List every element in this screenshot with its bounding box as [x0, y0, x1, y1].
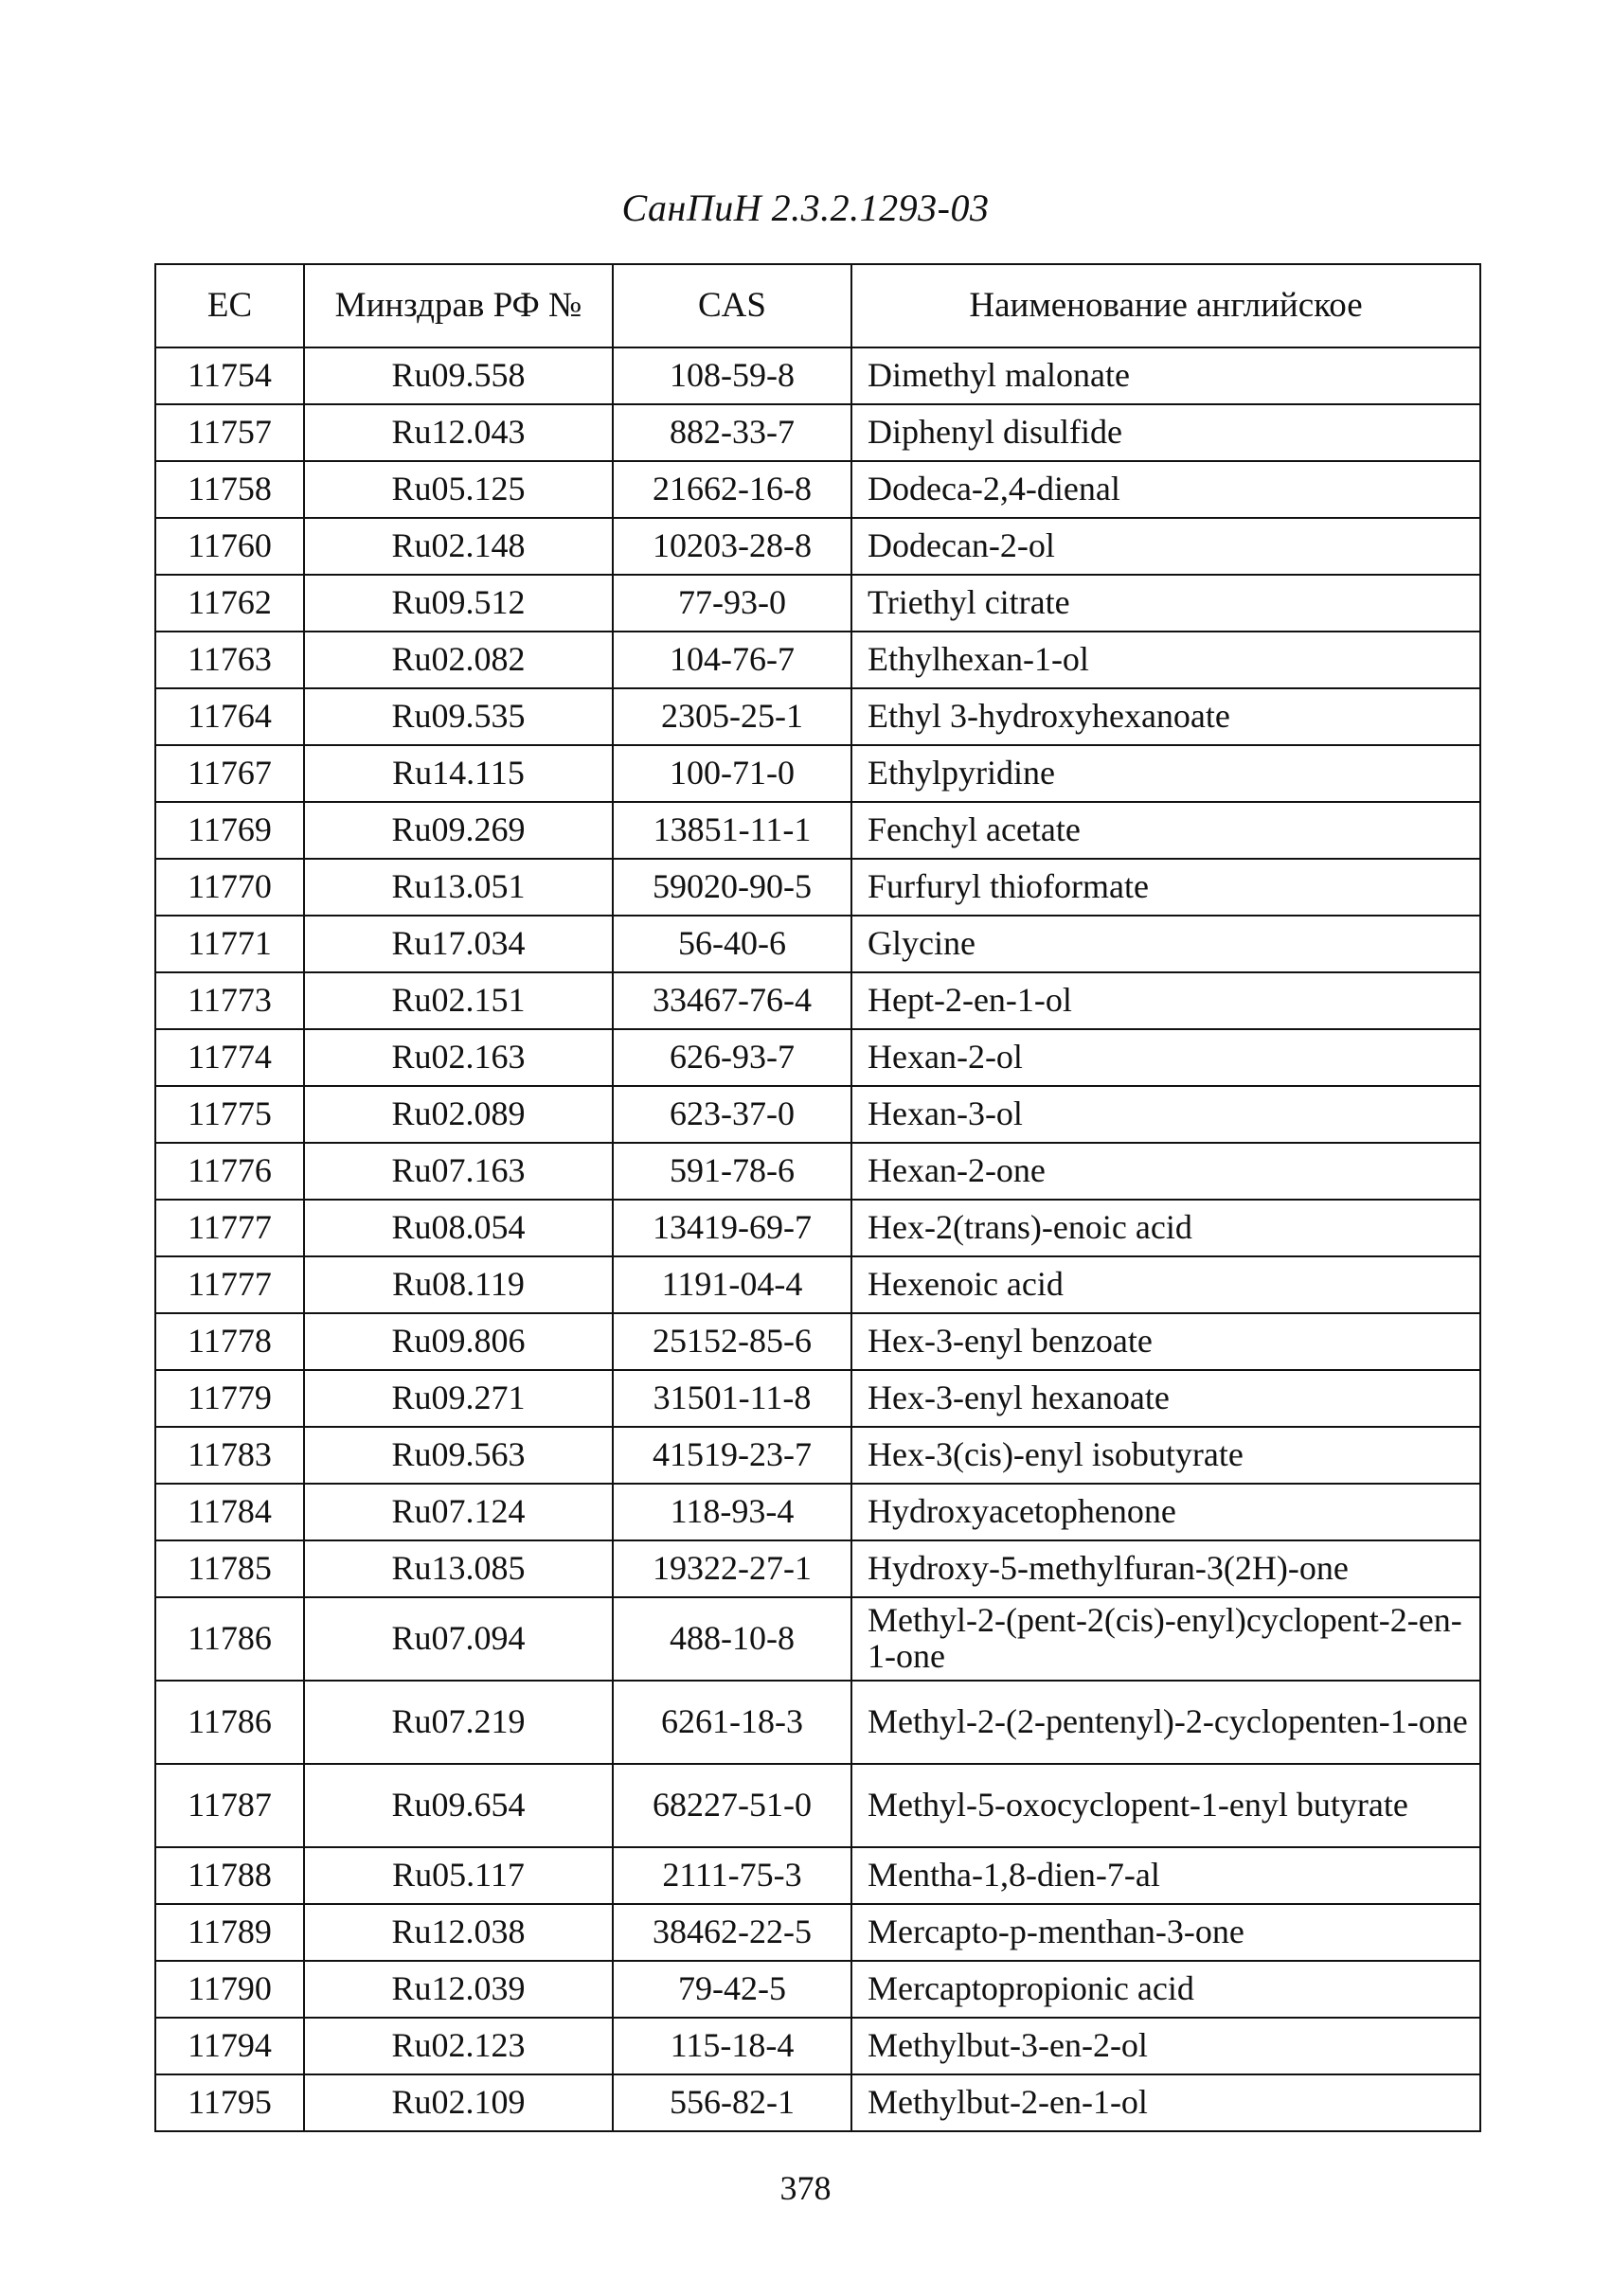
- table-row: [155, 1427, 1480, 1484]
- cell-cas: 1191-04-4: [613, 1256, 851, 1313]
- cell-ec: 11764: [155, 688, 304, 745]
- cell-minzdrav: Ru02.151: [304, 972, 613, 1029]
- cell-cas: 41519-23-7: [613, 1427, 851, 1484]
- column-header-minzdrav: Минздрав РФ №: [304, 264, 613, 347]
- table-row: [155, 1313, 1480, 1370]
- table-row: [155, 1086, 1480, 1143]
- cell-name-english: Hexenoic acid: [851, 1256, 1480, 1313]
- cell-name-english: Methyl-2-(pent-2(cis)-enyl)cyclopent-2-en-1-one: [851, 1597, 1480, 1681]
- cell-minzdrav: Ru02.163: [304, 1029, 613, 1086]
- cell-cas: 115-18-4: [613, 2018, 851, 2074]
- cell-name-english: Mercaptopropionic acid: [851, 1961, 1480, 2018]
- table-row: [155, 1256, 1480, 1313]
- table-row: [155, 347, 1480, 404]
- cell-name-english: Hexan-2-ol: [851, 1029, 1480, 1086]
- cell-ec: 11763: [155, 632, 304, 688]
- cell-name-english: Methylbut-3-en-2-ol: [851, 2018, 1480, 2074]
- cell-ec: 11776: [155, 1143, 304, 1200]
- cell-ec: 11754: [155, 347, 304, 404]
- cell-name-english: Dimethyl malonate: [851, 347, 1480, 404]
- cell-ec: 11775: [155, 1086, 304, 1143]
- cell-minzdrav: Ru09.271: [304, 1370, 613, 1427]
- table-header-row: [155, 264, 1480, 347]
- table-row: [155, 802, 1480, 859]
- cell-name-english: Dodeca-2,4-dienal: [851, 461, 1480, 518]
- table-row: [155, 1847, 1480, 1904]
- cell-ec: 11784: [155, 1484, 304, 1540]
- cell-ec: 11788: [155, 1847, 304, 1904]
- cell-name-english: Hex-3(cis)-enyl isobutyrate: [851, 1427, 1480, 1484]
- cell-name-english: Ethylpyridine: [851, 745, 1480, 802]
- cell-cas: 626-93-7: [613, 1029, 851, 1086]
- table-row: [155, 1597, 1480, 1681]
- cell-ec: 11771: [155, 916, 304, 972]
- cell-ec: 11786: [155, 1597, 304, 1681]
- cell-minzdrav: Ru05.117: [304, 1847, 613, 1904]
- cell-cas: 38462-22-5: [613, 1904, 851, 1961]
- cell-ec: 11795: [155, 2074, 304, 2131]
- cell-minzdrav: Ru09.563: [304, 1427, 613, 1484]
- table-row: [155, 1143, 1480, 1200]
- cell-name-english: Mentha-1,8-dien-7-al: [851, 1847, 1480, 1904]
- cell-minzdrav: Ru13.085: [304, 1540, 613, 1597]
- cell-minzdrav: Ru02.123: [304, 2018, 613, 2074]
- table-row: [155, 2018, 1480, 2074]
- cell-cas: 623-37-0: [613, 1086, 851, 1143]
- cell-cas: 21662-16-8: [613, 461, 851, 518]
- cell-minzdrav: Ru12.039: [304, 1961, 613, 2018]
- cell-name-english: Ethylhexan-1-ol: [851, 632, 1480, 688]
- cell-minzdrav: Ru05.125: [304, 461, 613, 518]
- table-row: [155, 1484, 1480, 1540]
- cell-ec: 11777: [155, 1256, 304, 1313]
- page-number: 378: [779, 2169, 832, 2207]
- document-title: СанПиН 2.3.2.1293-03: [621, 187, 990, 229]
- cell-name-english: Mercapto-p-menthan-3-one: [851, 1904, 1480, 1961]
- cell-cas: 488-10-8: [613, 1597, 851, 1681]
- table-row: [155, 1904, 1480, 1961]
- table-row: [155, 518, 1480, 575]
- cell-ec: 11790: [155, 1961, 304, 2018]
- table-row: [155, 1540, 1480, 1597]
- cell-ec: 11758: [155, 461, 304, 518]
- table-row: [155, 1681, 1480, 1764]
- cell-minzdrav: Ru07.163: [304, 1143, 613, 1200]
- cell-ec: 11762: [155, 575, 304, 632]
- cell-name-english: Dodecan-2-ol: [851, 518, 1480, 575]
- cell-cas: 13851-11-1: [613, 802, 851, 859]
- cell-name-english: Methyl-2-(2-pentenyl)-2-cyclopenten-1-one: [851, 1681, 1480, 1764]
- table-row: [155, 404, 1480, 461]
- column-header-name-english: Наименование английское: [851, 264, 1480, 347]
- cell-name-english: Hydroxy-5-methylfuran-3(2H)-one: [851, 1540, 1480, 1597]
- cell-ec: 11773: [155, 972, 304, 1029]
- cell-name-english: Hex-2(trans)-enoic acid: [851, 1200, 1480, 1256]
- cell-cas: 19322-27-1: [613, 1540, 851, 1597]
- table-row: [155, 1764, 1480, 1847]
- cell-minzdrav: Ru08.119: [304, 1256, 613, 1313]
- cell-name-english: Hexan-3-ol: [851, 1086, 1480, 1143]
- cell-minzdrav: Ru13.051: [304, 859, 613, 916]
- cell-cas: 59020-90-5: [613, 859, 851, 916]
- cell-cas: 118-93-4: [613, 1484, 851, 1540]
- cell-minzdrav: Ru02.089: [304, 1086, 613, 1143]
- table-row: [155, 461, 1480, 518]
- column-header-cas: CAS: [613, 264, 851, 347]
- table-row: [155, 688, 1480, 745]
- cell-name-english: Hex-3-enyl hexanoate: [851, 1370, 1480, 1427]
- cell-name-english: Ethyl 3-hydroxyhexanoate: [851, 688, 1480, 745]
- cell-name-english: Methyl-5-oxocyclopent-1-enyl butyrate: [851, 1764, 1480, 1847]
- cell-name-english: Fenchyl acetate: [851, 802, 1480, 859]
- cell-name-english: Hexan-2-one: [851, 1143, 1480, 1200]
- cell-minzdrav: Ru07.219: [304, 1681, 613, 1764]
- table-row: [155, 2074, 1480, 2131]
- cell-ec: 11767: [155, 745, 304, 802]
- cell-name-english: Hept-2-en-1-ol: [851, 972, 1480, 1029]
- cell-minzdrav: Ru02.148: [304, 518, 613, 575]
- cell-ec: 11785: [155, 1540, 304, 1597]
- cell-name-english: Diphenyl disulfide: [851, 404, 1480, 461]
- cell-cas: 556-82-1: [613, 2074, 851, 2131]
- column-header-ec: EC: [155, 264, 304, 347]
- cell-ec: 11774: [155, 1029, 304, 1086]
- cell-cas: 56-40-6: [613, 916, 851, 972]
- cell-cas: 13419-69-7: [613, 1200, 851, 1256]
- cell-ec: 11794: [155, 2018, 304, 2074]
- cell-minzdrav: Ru09.806: [304, 1313, 613, 1370]
- cell-name-english: Hex-3-enyl benzoate: [851, 1313, 1480, 1370]
- cell-cas: 2111-75-3: [613, 1847, 851, 1904]
- table-row: [155, 916, 1480, 972]
- cell-name-english: Furfuryl thioformate: [851, 859, 1480, 916]
- cell-ec: 11777: [155, 1200, 304, 1256]
- cell-minzdrav: Ru07.124: [304, 1484, 613, 1540]
- cell-cas: 6261-18-3: [613, 1681, 851, 1764]
- cell-ec: 11783: [155, 1427, 304, 1484]
- cell-ec: 11779: [155, 1370, 304, 1427]
- cell-cas: 79-42-5: [613, 1961, 851, 2018]
- cell-minzdrav: Ru09.535: [304, 688, 613, 745]
- cell-cas: 77-93-0: [613, 575, 851, 632]
- cell-ec: 11786: [155, 1681, 304, 1764]
- cell-name-english: Methylbut-2-en-1-ol: [851, 2074, 1480, 2131]
- cell-cas: 100-71-0: [613, 745, 851, 802]
- cell-cas: 33467-76-4: [613, 972, 851, 1029]
- cell-minzdrav: Ru09.269: [304, 802, 613, 859]
- cell-cas: 31501-11-8: [613, 1370, 851, 1427]
- table-row: [155, 859, 1480, 916]
- cell-name-english: Triethyl citrate: [851, 575, 1480, 632]
- cell-cas: 68227-51-0: [613, 1764, 851, 1847]
- cell-cas: 10203-28-8: [613, 518, 851, 575]
- cell-ec: 11789: [155, 1904, 304, 1961]
- cell-name-english: Glycine: [851, 916, 1480, 972]
- cell-cas: 104-76-7: [613, 632, 851, 688]
- cell-ec: 11760: [155, 518, 304, 575]
- table-row: [155, 745, 1480, 802]
- cell-cas: 25152-85-6: [613, 1313, 851, 1370]
- cell-minzdrav: Ru09.654: [304, 1764, 613, 1847]
- cell-minzdrav: Ru02.109: [304, 2074, 613, 2131]
- cell-cas: 2305-25-1: [613, 688, 851, 745]
- cell-minzdrav: Ru09.558: [304, 347, 613, 404]
- cell-cas: 591-78-6: [613, 1143, 851, 1200]
- cell-ec: 11770: [155, 859, 304, 916]
- table-row: [155, 575, 1480, 632]
- cell-minzdrav: Ru08.054: [304, 1200, 613, 1256]
- cell-cas: 882-33-7: [613, 404, 851, 461]
- table-row: [155, 1029, 1480, 1086]
- cell-name-english: Hydroxyacetophenone: [851, 1484, 1480, 1540]
- cell-ec: 11757: [155, 404, 304, 461]
- cell-minzdrav: Ru02.082: [304, 632, 613, 688]
- cell-minzdrav: Ru12.043: [304, 404, 613, 461]
- cell-minzdrav: Ru12.038: [304, 1904, 613, 1961]
- cell-ec: 11778: [155, 1313, 304, 1370]
- cell-minzdrav: Ru14.115: [304, 745, 613, 802]
- cell-cas: 108-59-8: [613, 347, 851, 404]
- table-row: [155, 972, 1480, 1029]
- table-row: [155, 632, 1480, 688]
- cell-minzdrav: Ru07.094: [304, 1597, 613, 1681]
- table-row: [155, 1200, 1480, 1256]
- cell-ec: 11769: [155, 802, 304, 859]
- table-body: [155, 347, 1480, 2131]
- table-row: [155, 1370, 1480, 1427]
- cell-minzdrav: Ru17.034: [304, 916, 613, 972]
- substances-table: [154, 263, 1481, 2132]
- cell-ec: 11787: [155, 1764, 304, 1847]
- table-row: [155, 1961, 1480, 2018]
- cell-minzdrav: Ru09.512: [304, 575, 613, 632]
